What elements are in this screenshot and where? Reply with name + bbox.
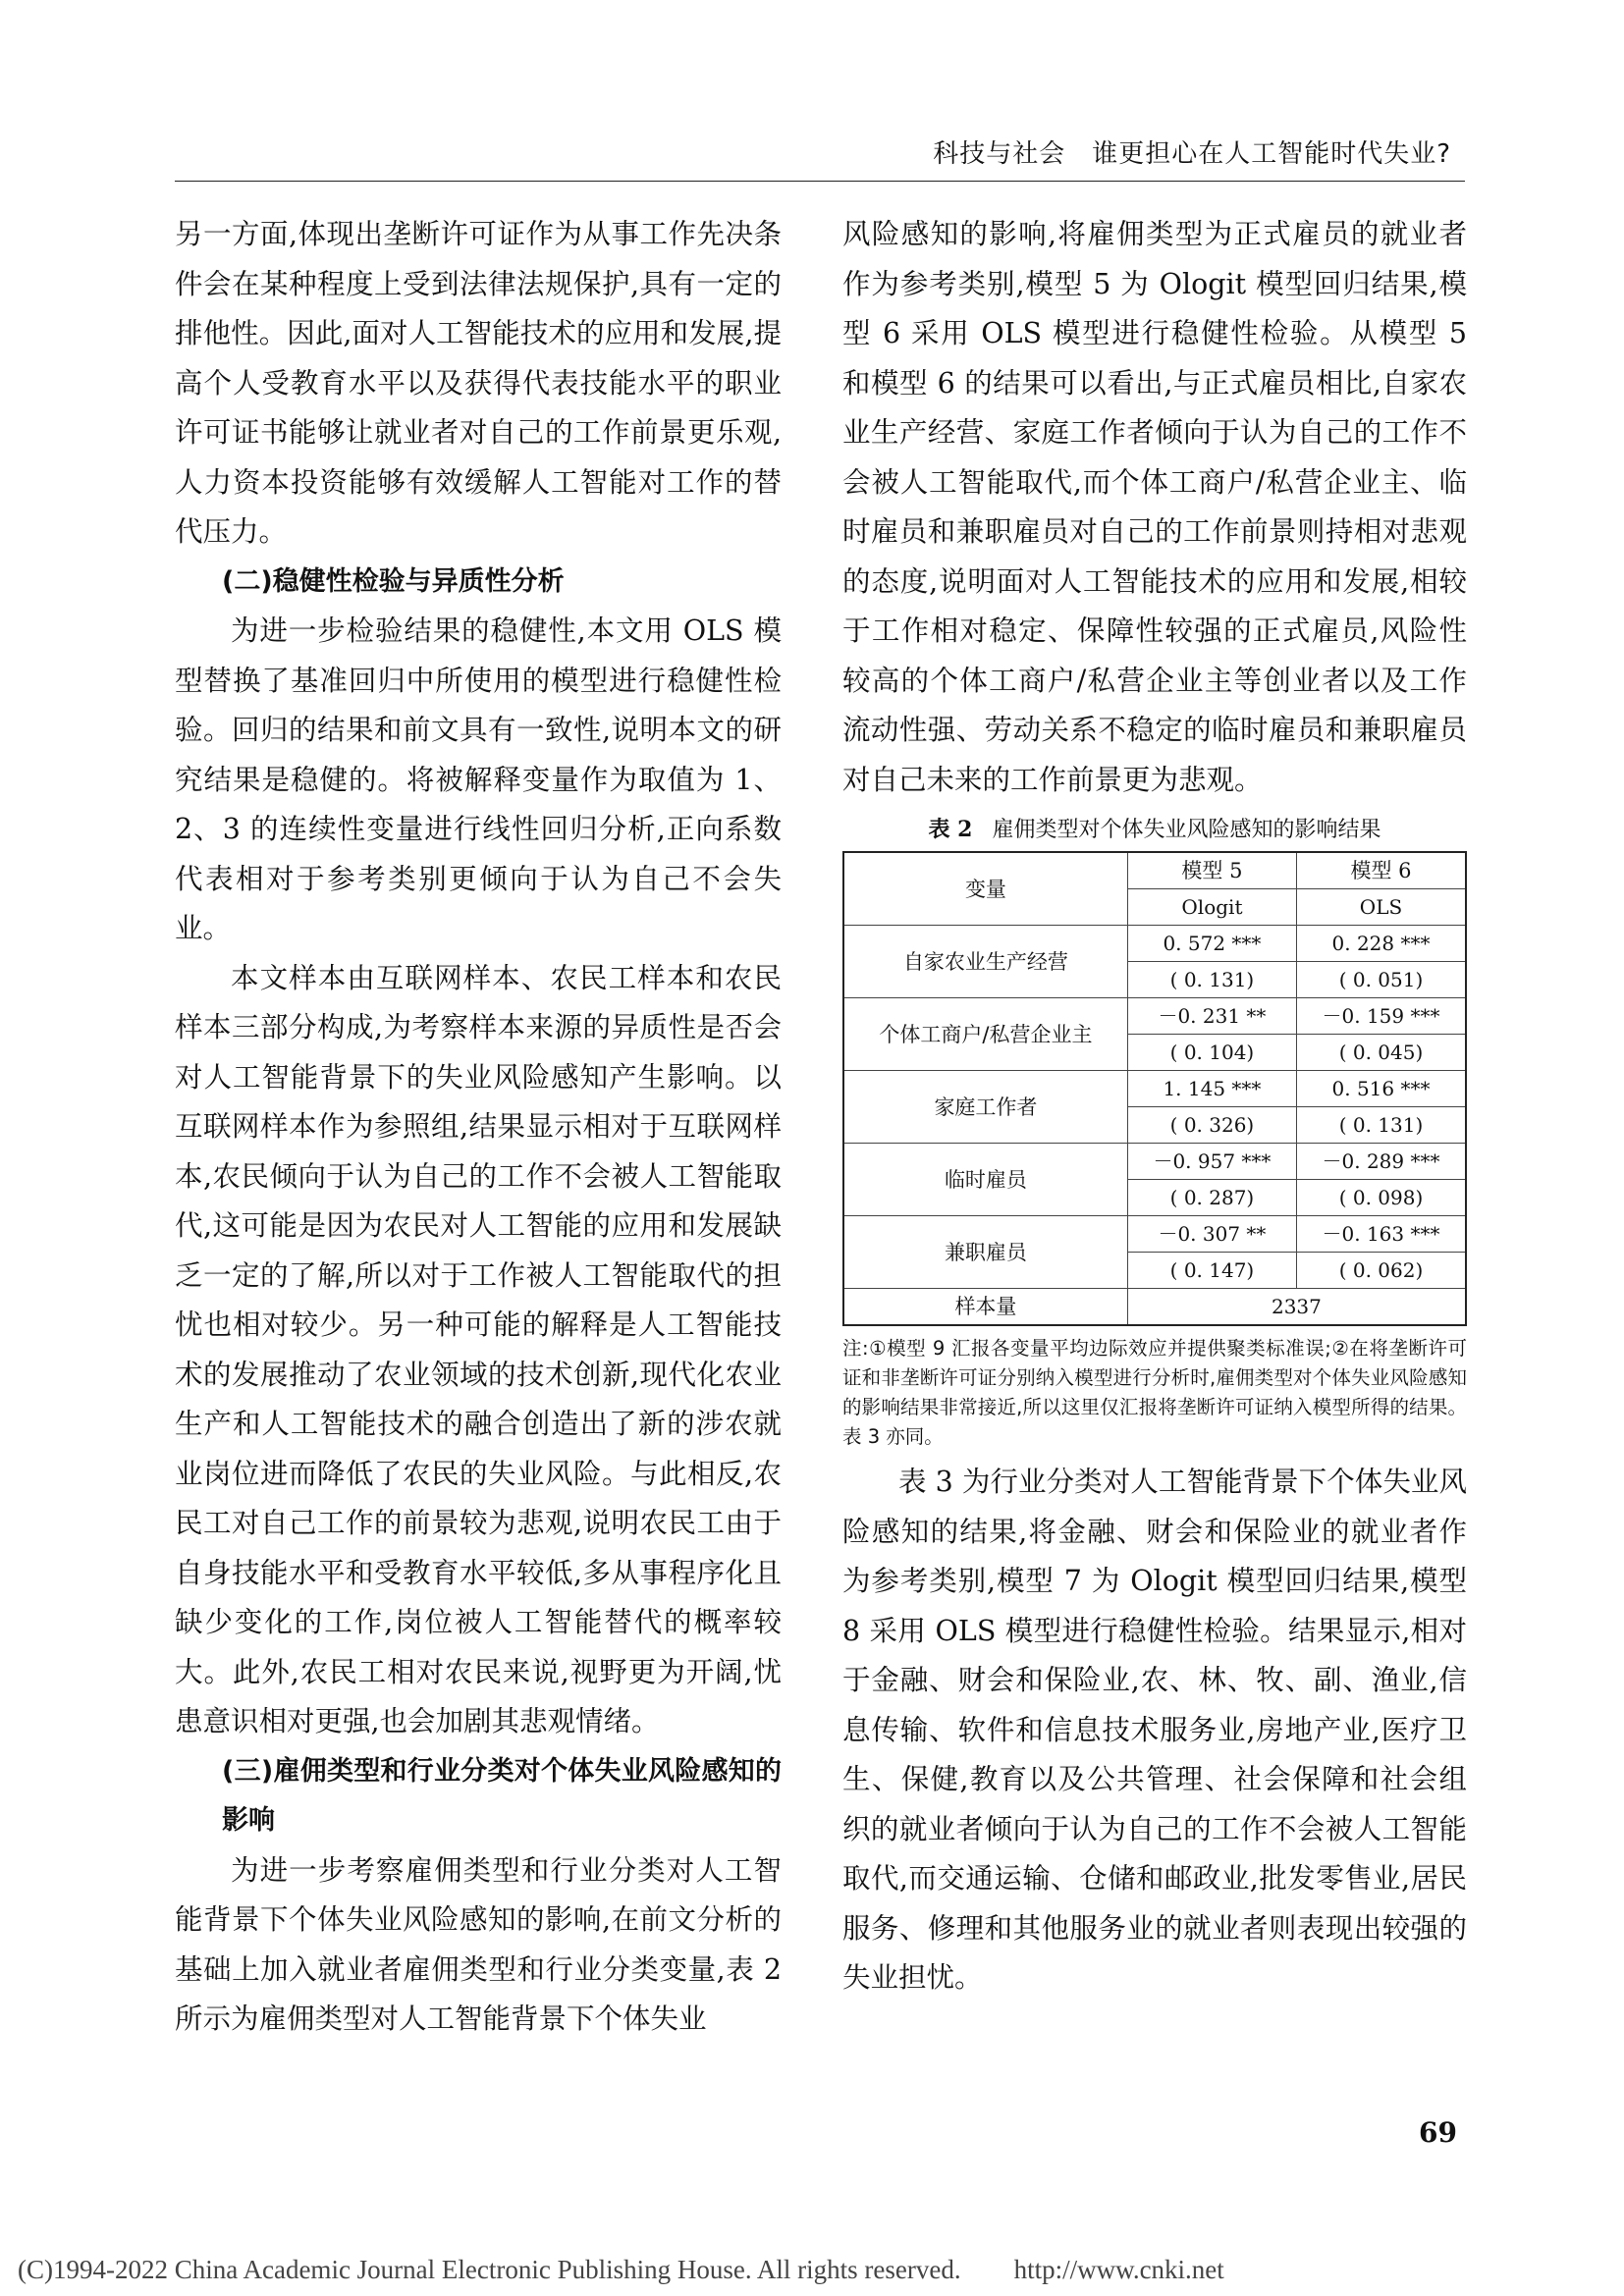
table-row [843, 998, 1466, 1035]
table-row [843, 1216, 1466, 1253]
coef-cell: －0. 163 *** [1297, 1216, 1467, 1253]
table-note: 注:①模型 9 汇报各变量平均边际效应并提供聚类标准误;②在将垄断许可证和非垄断许可证分别纳入模型进行分析时,雇佣类型对个体失业风险感知的影响结果非常接近,所以这里仅汇报将垄断许可证纳入模型所得的结果。表 3 亦同。 [842, 1337, 1467, 1448]
coef-cell: 0. 516 *** [1297, 1071, 1467, 1107]
left-column [175, 210, 782, 2045]
se-cell: ( 0. 287) [1127, 1180, 1296, 1216]
subheader-model6: OLS [1297, 889, 1467, 926]
copyright-footer: (C)1994-2022 China Academic Journal Electronic Publishing House. All rights reserved. http://www.cnki.net [18, 2255, 1224, 2284]
coef-cell: －0. 307 ** [1127, 1216, 1296, 1253]
page-number: 69 [1419, 2116, 1457, 2149]
section-heading: (三)雇佣类型和行业分类对个体失业风险感知的影响 [222, 1755, 782, 1836]
paragraph: 为进一步检验结果的稳健性,本文用 OLS 模型替换了基准回归中所使用的模型进行稳健性检验。回归的结果和前文具有一致性,说明本文的研究结果是稳健的。将被解释变量作为取值为 1、2、3 的连续性变量进行线性回归分析,正向系数代表相对于参考类别更倾向于认为自己不会失业。 [175, 614, 782, 944]
subheader-model5: Ologit [1127, 889, 1296, 926]
coef-cell: －0. 159 *** [1297, 998, 1467, 1035]
se-cell: ( 0. 051) [1297, 962, 1467, 998]
row-label: 兼职雇员 [843, 1216, 1127, 1289]
paragraph: 表 3 为行业分类对人工智能背景下个体失业风险感知的结果,将金融、财会和保险业的就业者作为参考类别,模型 7 为 Ologit 模型回归结果,模型 8 采用 OLS 模型进行稳健性检验。结果显示,相对于金融、财会和保险业,农、林、牧、副、渔业,信息传输、软件和信息技术服务业,房地产业,医疗卫生、保健,教育以及公共管理、社会保障和社会组织的就业者倾向于认为自己的工作不会被人工智能取代,而交通运输、仓储和邮政业,批发零售业,居民服务、修理和其他服务业的就业者则表现出较强的失业担忧。 [842, 1466, 1467, 1994]
column-header-model5: 模型 5 [1127, 852, 1296, 889]
paragraph: 另一方面,体现出垄断许可证作为从事工作先决条件会在某种程度上受到法律法规保护,具有一定的排他性。因此,面对人工智能技术的应用和发展,提高个人受教育水平以及获得代表技能水平的职业许可证书能够让就业者对自己的工作前景更乐观,人力资本投资能够有效缓解人工智能对工作的替代压力。 [175, 218, 782, 548]
sample-size-value: 2337 [1127, 1289, 1466, 1326]
row-label: 家庭工作者 [843, 1071, 1127, 1144]
paragraph: 为进一步考察雇佣类型和行业分类对人工智能背景下个体失业风险感知的影响,在前文分析的基础上加入就业者雇佣类型和行业分类变量,表 2 所示为雇佣类型对人工智能背景下个体失业 [175, 1853, 782, 2035]
section-heading: (二)稳健性检验与异质性分析 [222, 565, 565, 597]
se-cell: ( 0. 147) [1127, 1253, 1296, 1289]
running-title: 科技与社会 谁更担心在人工智能时代失业? [933, 139, 1451, 169]
column-header-model6: 模型 6 [1297, 852, 1467, 889]
right-column [842, 210, 1467, 2003]
row-label: 自家农业生产经营 [843, 926, 1127, 998]
table-label: 表 2 [928, 817, 973, 842]
coef-cell: 0. 572 *** [1127, 926, 1296, 962]
coef-cell: 0. 228 *** [1297, 926, 1467, 962]
table-row [843, 926, 1466, 962]
table-title: 雇佣类型对个体失业风险感知的影响结果 [992, 818, 1381, 842]
sample-size-label: 样本量 [843, 1289, 1127, 1326]
paragraph: 风险感知的影响,将雇佣类型为正式雇员的就业者作为参考类别,模型 5 为 Ologit 模型回归结果,模型 6 采用 OLS 模型进行稳健性检验。从模型 5 和模型 6 的结果可以看出,与正式雇员相比,自家农业生产经营、家庭工作者倾向于认为自己的工作不会被人工智能取代,而个体工商户/私营企业主、临时雇员和兼职雇员对自己的工作前景则持相对悲观的态度,说明面对人工智能技术的应用和发展,相较于工作相对稳定、保障性较强的正式雇员,风险性较高的个体工商户/私营企业主等创业者以及工作流动性强、劳动关系不稳定的临时雇员和兼职雇员对自己未来的工作前景更为悲观。 [842, 218, 1467, 796]
se-cell: ( 0. 098) [1297, 1180, 1467, 1216]
table-row [843, 1144, 1466, 1180]
row-label: 个体工商户/私营企业主 [843, 998, 1127, 1071]
se-cell: ( 0. 326) [1127, 1107, 1296, 1144]
coef-cell: －0. 289 *** [1297, 1144, 1467, 1180]
column-header-variable: 变量 [843, 852, 1127, 926]
sample-size-row [843, 1289, 1466, 1326]
coef-cell: 1. 145 *** [1127, 1071, 1296, 1107]
table-row [843, 1071, 1466, 1107]
regression-table [842, 851, 1467, 1326]
paragraph: 本文样本由互联网样本、农民工样本和农民样本三部分构成,为考察样本来源的异质性是否会对人工智能背景下的失业风险感知产生影响。以互联网样本作为参照组,结果显示相对于互联网样本,农民倾向于认为自己的工作不会被人工智能取代,这可能是因为农民对人工智能的应用和发展缺乏一定的了解,所以对于工作被人工智能取代的担忧也相对较少。另一种可能的解释是人工智能技术的发展推动了农业领域的技术创新,现代化农业生产和人工智能技术的融合创造出了新的涉农就业岗位进而降低了农民的失业风险。与此相反,农民工对自己工作的前景较为悲观,说明农民工由于自身技能水平和受教育水平较低,多从事程序化且缺少变化的工作,岗位被人工智能替代的概率较大。此外,农民工相对农民来说,视野更为开阔,忧患意识相对更强,也会加剧其悲观情绪。 [175, 961, 782, 1737]
se-cell: ( 0. 131) [1127, 962, 1296, 998]
row-label: 临时雇员 [843, 1144, 1127, 1216]
se-cell: ( 0. 104) [1127, 1035, 1296, 1071]
running-header [175, 132, 1465, 182]
coef-cell: －0. 957 *** [1127, 1144, 1296, 1180]
coef-cell: －0. 231 ** [1127, 998, 1296, 1035]
se-cell: ( 0. 062) [1297, 1253, 1467, 1289]
se-cell: ( 0. 045) [1297, 1035, 1467, 1071]
se-cell: ( 0. 131) [1297, 1107, 1467, 1144]
table-caption [842, 813, 1467, 847]
